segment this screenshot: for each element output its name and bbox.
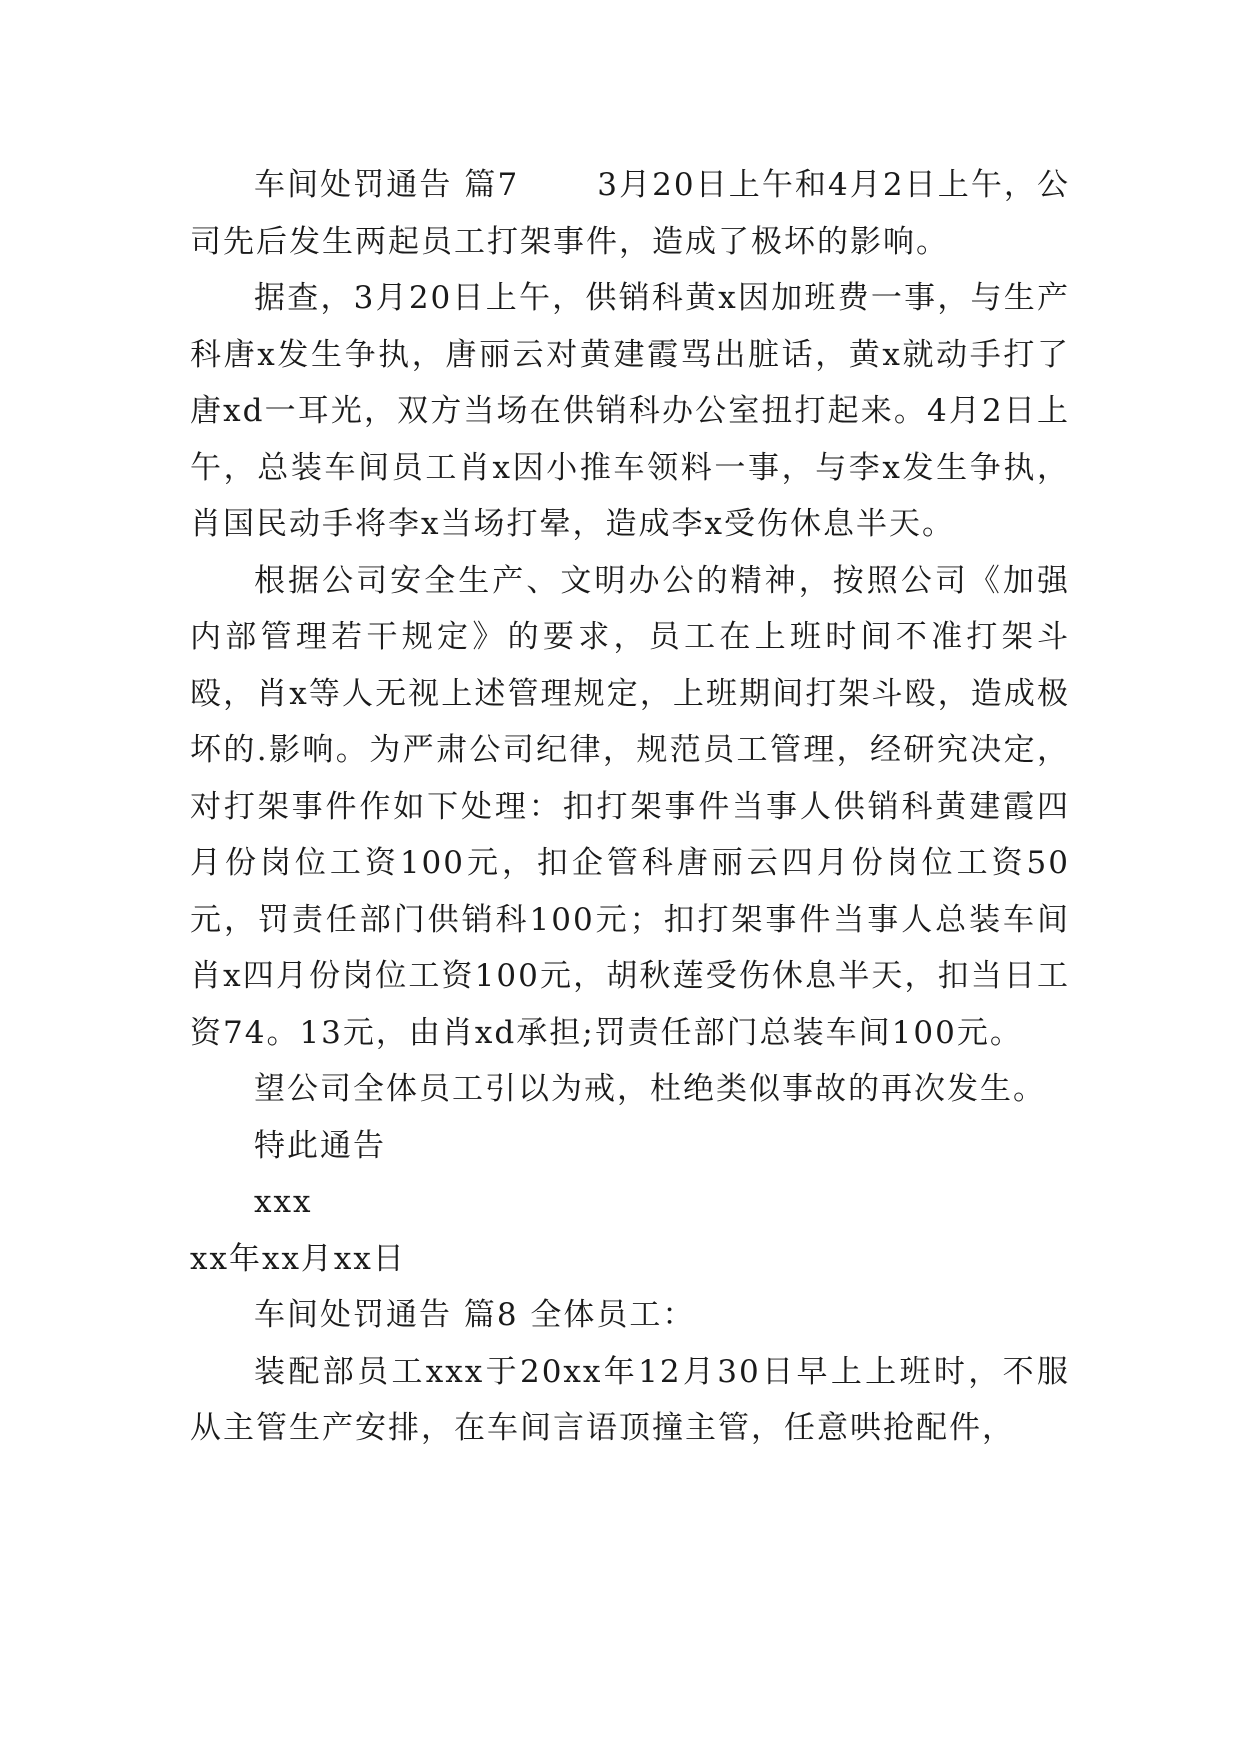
paragraph-decision: 根据公司安全生产、文明办公的精神，按照公司《加强内部管理若干规定》的要求，员工在上班时间不准打架斗殴，肖x等人无视上述管理规定，上班期间打架斗殴，造成极坏的.影响。为严肃公司纪律，规范员工管理，经研究决定，对打架事件作如下处理：扣打架事件当事人供销科黄建霞四月份岗位工资100元，扣企管科唐丽云四月份岗位工资50元，罚责任部门供销科100元；扣打架事件当事人总装车间肖x四月份岗位工资100元，胡秋莲受伤休息半天，扣当日工资74。13元，由肖xd承担;罚责任部门总装车间100元。 — [190, 562, 1070, 1051]
paragraph-assembly: 装配部员工xxx于20xx年12月30日早上上班时，不服从主管生产安排，在车间言语顶撞主管，任意哄抢配件， — [190, 1353, 1070, 1446]
paragraph-investigation: 据查，3月20日上午，供销科黄x因加班费一事，与生产科唐x发生争执，唐丽云对黄建霞骂出脏话，黄x就动手打了唐xd一耳光，双方当场在供销科办公室扭打起来。4月2日上午，总装车间员工肖x因小推车领料一事，与李x发生争执，肖国民动手将李x当场打晕，造成李x受伤休息半天。 — [190, 280, 1070, 542]
signature: xxx — [254, 1184, 313, 1220]
date-line: xx年xx月xx日 — [190, 1240, 406, 1277]
document-body — [190, 157, 1070, 1457]
paragraph-warning: 望公司全体员工引以为戒，杜绝类似事故的再次发生。 — [254, 1071, 1046, 1107]
paragraph-title-8: 车间处罚通告 篇8 全体员工： — [254, 1297, 696, 1333]
paragraph-notice: 特此通告 — [254, 1127, 386, 1164]
paragraph-title-7: 车间处罚通告 篇7 3月20日上午和4月2日上午，公司先后发生两起员工打架事件，造成了极坏的影响。 — [190, 167, 1070, 260]
